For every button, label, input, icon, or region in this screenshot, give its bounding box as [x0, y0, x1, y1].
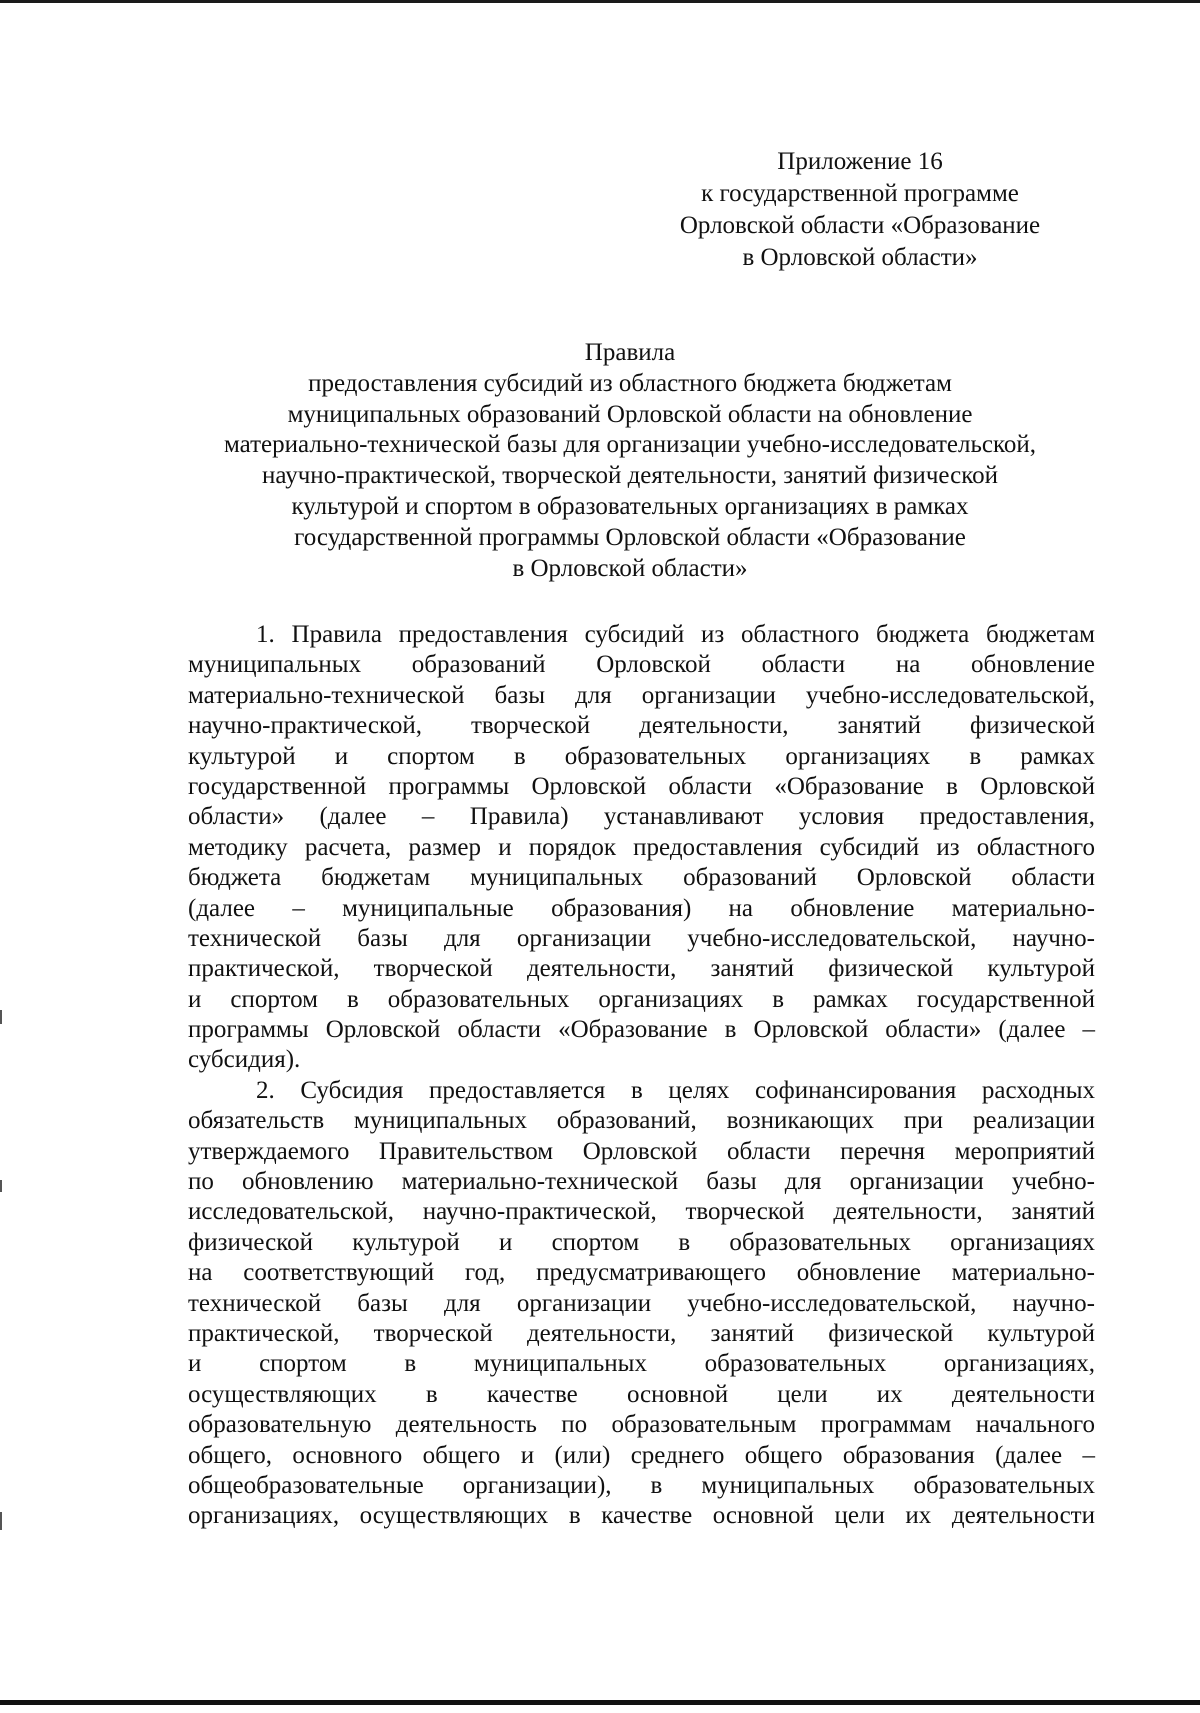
- title-line: муниципальных образований Орловской области на обновление: [287, 400, 973, 428]
- paragraph-1-line: бюджета бюджетам муниципальных образований Орловской области: [188, 864, 1095, 892]
- scan-top-edge: [0, 0, 1200, 3]
- paragraph-2-line: на соответствующий год, предусматривающего обновление материально-: [188, 1259, 1095, 1287]
- paragraph-1-line: культурой и спортом в образовательных организациях в рамках: [188, 742, 1095, 770]
- scan-bottom-edge: [0, 1700, 1200, 1705]
- scan-margin-mark: [0, 1512, 2, 1530]
- title-line: научно-практической, творческой деятельности, занятий физической: [262, 462, 998, 490]
- paragraph-1-line: 1. Правила предоставления субсидий из областного бюджета бюджетам: [256, 621, 1095, 648]
- paragraph-1-line: (далее – муниципальные образования) на обновление материально-: [188, 894, 1095, 922]
- paragraph-2-line: по обновлению материально-технической базы для организации учебно-: [188, 1168, 1095, 1196]
- paragraph-2-line: 2. Субсидия предоставляется в целях софинансирования расходных: [256, 1076, 1095, 1104]
- document-title: [150, 338, 1110, 584]
- paragraph-2-line: утверждаемого Правительством Орловской области перечня мероприятий: [188, 1137, 1095, 1165]
- paragraph-2-line: общеобразовательные организации), в муниципальных образовательных: [188, 1471, 1095, 1499]
- title-line: в Орловской области»: [512, 554, 748, 582]
- paragraph-2-line: обязательств муниципальных образований, возникающих при реализации: [188, 1107, 1095, 1135]
- paragraph-1-line: материально-технической базы для организации учебно-исследовательской,: [188, 681, 1095, 709]
- title-heading: Правила: [584, 339, 676, 366]
- paragraph-1-line: государственной программы Орловской области «Образование в Орловской: [188, 772, 1095, 800]
- appendix-number: Приложение 16: [777, 148, 943, 175]
- scan-margin-mark: [0, 1180, 2, 1192]
- paragraph-2-line: физической культурой и спортом в образовательных организациях: [188, 1228, 1095, 1256]
- paragraph-2-line: осуществляющих в качестве основной цели их деятельности: [188, 1380, 1095, 1408]
- paragraph-2-line: технической базы для организации учебно-исследовательской, научно-: [188, 1289, 1095, 1317]
- paragraph-2-line: организациях, осуществляющих в качестве основной цели их деятельности: [188, 1502, 1095, 1530]
- paragraph-1-line: практической, творческой деятельности, занятий физической культурой: [188, 955, 1095, 983]
- title-line: материально-технической базы для организации учебно-исследовательской,: [224, 431, 1036, 459]
- appendix-line: в Орловской области»: [742, 244, 978, 271]
- paragraph-1-line: программы Орловской области «Образование в Орловской области» (далее –: [188, 1016, 1095, 1044]
- paragraph-1-line: области» (далее – Правила) устанавливают условия предоставления,: [188, 803, 1095, 831]
- title-line: государственной программы Орловской области «Образование: [294, 523, 966, 551]
- appendix-line: Орловской области «Образование: [679, 212, 1041, 239]
- scan-margin-mark: [0, 1010, 2, 1024]
- paragraph-1-line: субсидия).: [188, 1046, 301, 1074]
- paragraph-1-line: муниципальных образований Орловской области на обновление: [188, 651, 1095, 679]
- paragraph-1-line: и спортом в образовательных организациях в рамках государственной: [188, 985, 1095, 1013]
- paragraph-1-line: методику расчета, размер и порядок предоставления субсидий из областного: [188, 833, 1095, 861]
- appendix-header: [600, 146, 1120, 274]
- paragraph-2-line: исследовательской, научно-практической, творческой деятельности, занятий: [188, 1198, 1095, 1226]
- paragraph-2-line: и спортом в муниципальных образовательных организациях,: [188, 1350, 1095, 1378]
- paragraph-2-line: образовательную деятельность по образовательным программам начального: [188, 1411, 1095, 1439]
- title-line: культурой и спортом в образовательных организациях в рамках: [291, 492, 969, 520]
- appendix-line: к государственной программе: [701, 180, 1019, 207]
- paragraph-1-line: научно-практической, творческой деятельности, занятий физической: [188, 712, 1095, 740]
- paragraph-2-line: практической, творческой деятельности, занятий физической культурой: [188, 1319, 1095, 1347]
- paragraph-1-line: технической базы для организации учебно-исследовательской, научно-: [188, 924, 1095, 952]
- paragraph-2-line: общего, основного общего и (или) среднего общего образования (далее –: [188, 1441, 1095, 1469]
- title-line: предоставления субсидий из областного бюджета бюджетам: [308, 369, 952, 397]
- document-body: [188, 620, 1095, 1532]
